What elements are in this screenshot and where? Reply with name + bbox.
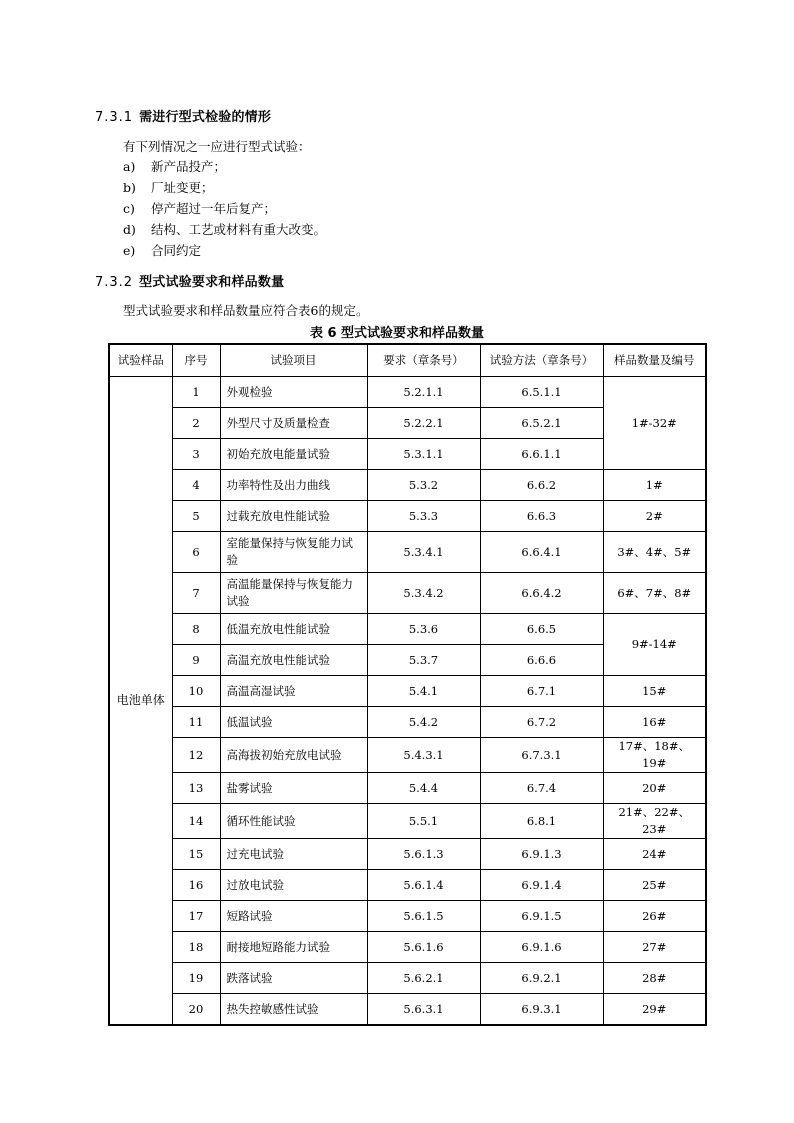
row-number: 5 xyxy=(172,501,220,532)
header-requirement: 要求（章条号） xyxy=(367,344,480,377)
row-number: 18 xyxy=(172,932,220,963)
sample-ids: 3#、4#、5# xyxy=(603,532,706,573)
test-item: 循环性能试验 xyxy=(220,804,367,839)
table-row xyxy=(109,839,706,870)
sample-ids: 16# xyxy=(603,707,706,738)
test-item: 高温充放电性能试验 xyxy=(220,645,367,676)
method-clause: 6.9.1.6 xyxy=(480,932,603,963)
method-clause: 6.9.2.1 xyxy=(480,963,603,994)
sample-ids: 2# xyxy=(603,501,706,532)
row-number: 8 xyxy=(172,614,220,645)
row-number: 20 xyxy=(172,994,220,1026)
section-heading-7-3-1 xyxy=(95,106,271,125)
table-header-row xyxy=(109,344,706,377)
list-text: 新产品投产； xyxy=(151,159,227,174)
list-item xyxy=(123,198,326,219)
method-clause: 6.9.1.4 xyxy=(480,870,603,901)
list-text: 停产超过一年后复产； xyxy=(151,201,277,216)
method-clause: 6.9.1.3 xyxy=(480,839,603,870)
test-item: 过充电试验 xyxy=(220,839,367,870)
test-item: 高温能量保持与恢复能力试验 xyxy=(220,573,367,614)
requirement-clause: 5.3.6 xyxy=(367,614,480,645)
condition-list xyxy=(123,156,326,261)
requirement-clause: 5.3.4.2 xyxy=(367,573,480,614)
list-item xyxy=(123,156,326,177)
table-row xyxy=(109,377,706,408)
row-number: 12 xyxy=(172,738,220,773)
requirement-clause: 5.3.3 xyxy=(367,501,480,532)
method-clause: 6.7.3.1 xyxy=(480,738,603,773)
table-row xyxy=(109,870,706,901)
table-row xyxy=(109,738,706,773)
sample-ids: 25# xyxy=(603,870,706,901)
sample-ids: 6#、7#、8# xyxy=(603,573,706,614)
row-number: 7 xyxy=(172,573,220,614)
requirement-clause: 5.4.4 xyxy=(367,773,480,804)
table-caption: 表 6 型式试验要求和样品数量 xyxy=(309,326,485,341)
section-title: 需进行型式检验的情形 xyxy=(139,110,272,125)
requirement-clause: 5.3.7 xyxy=(367,645,480,676)
method-clause: 6.7.1 xyxy=(480,676,603,707)
requirement-clause: 5.6.2.1 xyxy=(367,963,480,994)
section-heading-7-3-2 xyxy=(95,271,284,290)
table-row xyxy=(109,676,706,707)
list-item xyxy=(123,177,326,198)
method-clause: 6.9.1.5 xyxy=(480,901,603,932)
sample-ids: 26# xyxy=(603,901,706,932)
list-text: 厂址变更； xyxy=(151,180,214,195)
test-item: 室能量保持与恢复能力试验 xyxy=(220,532,367,573)
table-row xyxy=(109,901,706,932)
table-row xyxy=(109,994,706,1026)
list-item xyxy=(123,219,326,240)
requirement-clause: 5.2.1.1 xyxy=(367,377,480,408)
test-item: 过载充放电性能试验 xyxy=(220,501,367,532)
list-text: 合同约定 xyxy=(151,243,202,258)
list-text: 结构、工艺或材料有重大改变。 xyxy=(151,222,327,237)
requirement-clause: 5.6.1.3 xyxy=(367,839,480,870)
method-clause: 6.8.1 xyxy=(480,804,603,839)
test-item: 跌落试验 xyxy=(220,963,367,994)
sample-ids: 28# xyxy=(603,963,706,994)
test-item: 高海拔初始充放电试验 xyxy=(220,738,367,773)
list-marker: a) xyxy=(123,159,136,174)
sample-ids: 21#、22#、23# xyxy=(603,804,706,839)
sample-ids: 15# xyxy=(603,676,706,707)
sample-ids: 27# xyxy=(603,932,706,963)
category-cell: 电池单体 xyxy=(109,377,172,1026)
requirement-clause: 5.3.2 xyxy=(367,470,480,501)
type-test-table xyxy=(108,343,707,1026)
test-item: 耐接地短路能力试验 xyxy=(220,932,367,963)
section-intro-paragraph: 有下列情况之一应进行型式试验： xyxy=(123,139,311,154)
test-item: 盐雾试验 xyxy=(220,773,367,804)
requirement-clause: 5.3.1.1 xyxy=(367,439,480,470)
row-number: 19 xyxy=(172,963,220,994)
requirement-clause: 5.6.1.4 xyxy=(367,870,480,901)
sample-ids: 29# xyxy=(603,994,706,1026)
method-clause: 6.7.4 xyxy=(480,773,603,804)
list-marker: b) xyxy=(123,180,136,195)
header-sample-quantity: 样品数量及编号 xyxy=(603,344,706,377)
table-row xyxy=(109,614,706,645)
requirement-clause: 5.4.3.1 xyxy=(367,738,480,773)
row-number: 6 xyxy=(172,532,220,573)
requirement-clause: 5.5.1 xyxy=(367,804,480,839)
table-row xyxy=(109,532,706,573)
test-item: 低温充放电性能试验 xyxy=(220,614,367,645)
header-test-method: 试验方法（章条号） xyxy=(480,344,603,377)
requirement-clause: 5.6.3.1 xyxy=(367,994,480,1026)
sample-ids: 9#-14# xyxy=(603,614,706,676)
row-number: 11 xyxy=(172,707,220,738)
method-clause: 6.5.1.1 xyxy=(480,377,603,408)
method-clause: 6.9.3.1 xyxy=(480,994,603,1026)
requirement-clause: 5.6.1.5 xyxy=(367,901,480,932)
method-clause: 6.6.1.1 xyxy=(480,439,603,470)
method-clause: 6.5.2.1 xyxy=(480,408,603,439)
table-row xyxy=(109,804,706,839)
row-number: 14 xyxy=(172,804,220,839)
sample-ids: 1#-32# xyxy=(603,377,706,470)
table-row xyxy=(109,963,706,994)
section-number: 7.3.2 xyxy=(95,275,134,290)
section-title: 型式试验要求和样品数量 xyxy=(139,275,285,290)
row-number: 2 xyxy=(172,408,220,439)
row-number: 4 xyxy=(172,470,220,501)
sample-ids: 17#、18#、19# xyxy=(603,738,706,773)
row-number: 10 xyxy=(172,676,220,707)
row-number: 17 xyxy=(172,901,220,932)
test-item: 初始充放电能量试验 xyxy=(220,439,367,470)
test-item: 功率特性及出力曲线 xyxy=(220,470,367,501)
section-intro-paragraph: 型式试验要求和样品数量应符合表6的规定。 xyxy=(123,303,369,318)
method-clause: 6.6.5 xyxy=(480,614,603,645)
method-clause: 6.6.6 xyxy=(480,645,603,676)
method-clause: 6.6.4.1 xyxy=(480,532,603,573)
method-clause: 6.6.3 xyxy=(480,501,603,532)
list-item xyxy=(123,240,326,261)
section-number: 7.3.1 xyxy=(95,110,134,125)
method-clause: 6.6.2 xyxy=(480,470,603,501)
table-row xyxy=(109,501,706,532)
row-number: 13 xyxy=(172,773,220,804)
list-marker: c) xyxy=(123,201,135,216)
test-item: 低温试验 xyxy=(220,707,367,738)
test-item: 外观检验 xyxy=(220,377,367,408)
table-row xyxy=(109,573,706,614)
requirement-clause: 5.2.2.1 xyxy=(367,408,480,439)
table-row xyxy=(109,707,706,738)
row-number: 1 xyxy=(172,377,220,408)
test-item: 外型尺寸及质量检查 xyxy=(220,408,367,439)
list-marker: d) xyxy=(123,222,136,237)
header-number: 序号 xyxy=(172,344,220,377)
header-test-item: 试验项目 xyxy=(220,344,367,377)
test-item: 短路试验 xyxy=(220,901,367,932)
row-number: 9 xyxy=(172,645,220,676)
table-row xyxy=(109,470,706,501)
requirement-clause: 5.4.2 xyxy=(367,707,480,738)
row-number: 16 xyxy=(172,870,220,901)
requirement-clause: 5.6.1.6 xyxy=(367,932,480,963)
sample-ids: 20# xyxy=(603,773,706,804)
table-row xyxy=(109,773,706,804)
method-clause: 6.6.4.2 xyxy=(480,573,603,614)
sample-ids: 1# xyxy=(603,470,706,501)
header-sample: 试验样品 xyxy=(109,344,172,377)
requirement-clause: 5.3.4.1 xyxy=(367,532,480,573)
table-row xyxy=(109,932,706,963)
requirement-clause: 5.4.1 xyxy=(367,676,480,707)
test-item: 过放电试验 xyxy=(220,870,367,901)
method-clause: 6.7.2 xyxy=(480,707,603,738)
row-number: 15 xyxy=(172,839,220,870)
list-marker: e) xyxy=(123,243,136,258)
row-number: 3 xyxy=(172,439,220,470)
test-item: 高温高湿试验 xyxy=(220,676,367,707)
sample-ids: 24# xyxy=(603,839,706,870)
test-item: 热失控敏感性试验 xyxy=(220,994,367,1026)
